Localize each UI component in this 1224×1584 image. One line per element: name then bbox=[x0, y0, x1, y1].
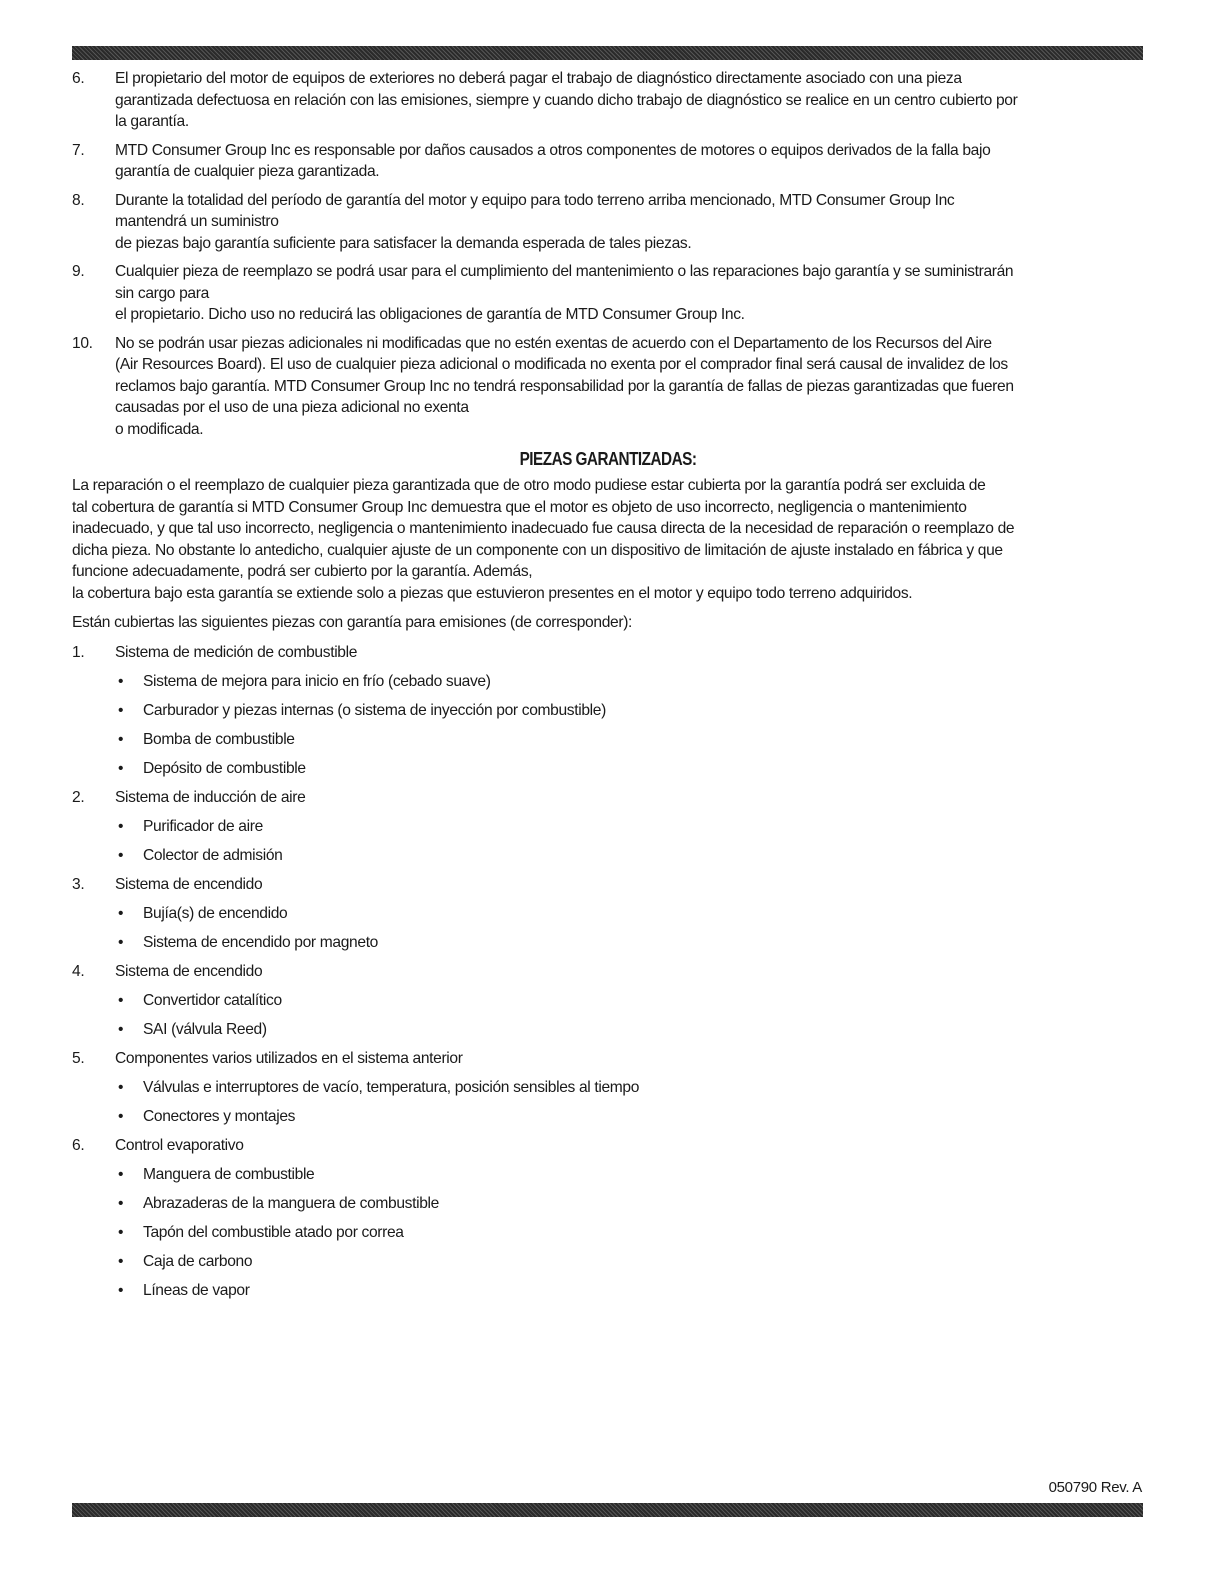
bullet-icon: • bbox=[118, 1020, 124, 1038]
part-name: Válvulas e interruptores de vacío, temperatura, posición sensibles al tiempo bbox=[143, 1078, 640, 1096]
bullet-icon: • bbox=[118, 1223, 124, 1241]
item-text-line: No se podrán usar piezas adicionales ni modificadas que no estén exentas de acuerdo con el Departamento de los Recursos del Aire bbox=[115, 334, 992, 352]
item-text-line: la garantía. bbox=[115, 113, 189, 130]
paragraph-line: dicha pieza. No obstante lo antedicho, cualquier ajuste de un componente con un dispositivo de limitación de ajuste instalado en fábrica y que bbox=[72, 541, 1003, 559]
item-number: 7. bbox=[72, 141, 85, 159]
part-name: Sistema de encendido por magneto bbox=[143, 933, 378, 951]
parts-category bbox=[72, 787, 1144, 808]
item-number: 6. bbox=[72, 70, 85, 87]
bullet-icon: • bbox=[118, 730, 124, 748]
paragraph-line: La reparación o el reemplazo de cualquier pieza garantizada que de otro modo pudiese estar cubierta por la garantía podrá ser excluida de bbox=[72, 477, 986, 494]
bullet-icon: • bbox=[118, 1078, 124, 1096]
part-name: Tapón del combustible atado por correa bbox=[143, 1223, 404, 1241]
item-number: 9. bbox=[72, 263, 85, 280]
part-name: Líneas de vapor bbox=[143, 1281, 250, 1299]
category-number: 2. bbox=[72, 788, 85, 806]
part-name: Convertidor catalítico bbox=[143, 991, 282, 1009]
item-text-line: El propietario del motor de equipos de exteriores no deberá pagar el trabajo de diagnóstico directamente asociado con una pieza bbox=[115, 70, 962, 87]
category-label: Sistema de encendido bbox=[115, 875, 263, 893]
parts-category bbox=[72, 961, 1144, 982]
part-name: Colector de admisión bbox=[143, 846, 283, 864]
parts-category bbox=[72, 642, 1144, 663]
item-text-line: reclamos bajo garantía. MTD Consumer Group Inc no tendrá responsabilidad por la garantía de fallas de piezas garantizadas que fueren bbox=[115, 377, 1014, 395]
document-body bbox=[72, 68, 1144, 1309]
part-name: Manguera de combustible bbox=[143, 1165, 315, 1183]
category-label: Componentes varios utilizados en el sistema anterior bbox=[115, 1049, 463, 1067]
part-list-item bbox=[72, 1019, 1144, 1040]
bullet-icon: • bbox=[118, 817, 124, 835]
part-list-item bbox=[72, 1251, 1144, 1272]
bullet-icon: • bbox=[118, 701, 124, 719]
section-heading: PIEZAS GARANTIZADAS: bbox=[519, 449, 697, 469]
part-list-item bbox=[72, 845, 1144, 866]
part-name: Depósito de combustible bbox=[143, 759, 306, 777]
category-number: 1. bbox=[72, 643, 85, 661]
part-list-item bbox=[72, 1077, 1144, 1098]
paragraph-line: la cobertura bajo esta garantía se extiende solo a piezas que estuvieron presentes en el motor y equipo todo terreno adquiridos. bbox=[72, 584, 913, 602]
part-list-item bbox=[72, 700, 1144, 721]
warranty-item bbox=[72, 140, 1144, 183]
part-name: SAI (válvula Reed) bbox=[143, 1020, 267, 1038]
part-name: Purificador de aire bbox=[143, 817, 263, 835]
item-text-line: garantía de cualquier pieza garantizada. bbox=[115, 163, 380, 180]
item-text-line: Durante la totalidad del período de garantía del motor y equipo para todo terreno arriba mencionado, MTD Consumer Group Inc bbox=[115, 191, 955, 209]
bullet-icon: • bbox=[118, 1165, 124, 1183]
warranty-item bbox=[72, 333, 1144, 441]
part-list-item bbox=[72, 1193, 1144, 1214]
bullet-icon: • bbox=[118, 991, 124, 1009]
part-name: Carburador y piezas internas (o sistema de inyección por combustible) bbox=[143, 701, 606, 719]
item-text-line: causadas por el uso de una pieza adicional no exenta bbox=[115, 399, 469, 416]
bullet-icon: • bbox=[118, 1281, 124, 1299]
parts-category bbox=[72, 1135, 1144, 1156]
category-number: 3. bbox=[72, 875, 85, 893]
part-list-item bbox=[72, 1106, 1144, 1127]
paragraph-line: funcione adecuadamente, podrá ser cubierto por la garantía. Además, bbox=[72, 563, 533, 580]
bullet-icon: • bbox=[118, 846, 124, 864]
item-text-line: garantizada defectuosa en relación con las emisiones, siempre y cuando dicho trabajo de diagnóstico se realice en un centro cubierto por bbox=[115, 91, 1018, 109]
item-text-line: MTD Consumer Group Inc es responsable por daños causados a otros componentes de motores o equipos derivados de la falla bajo bbox=[115, 141, 991, 159]
part-list-item bbox=[72, 903, 1144, 924]
parts-intro: Están cubiertas las siguientes piezas con garantía para emisiones (de corresponder): bbox=[72, 614, 633, 631]
bullet-icon: • bbox=[118, 1252, 124, 1270]
item-text-line: (Air Resources Board). El uso de cualquier pieza adicional o modificada no exenta por el comprador final será causal de invalidez de los bbox=[115, 356, 1008, 373]
bullet-icon: • bbox=[118, 672, 124, 690]
parts-category bbox=[72, 874, 1144, 895]
category-label: Sistema de medición de combustible bbox=[115, 643, 358, 661]
part-list-item bbox=[72, 932, 1144, 953]
part-name: Bomba de combustible bbox=[143, 730, 295, 748]
category-number: 4. bbox=[72, 962, 85, 980]
part-list-item bbox=[72, 1222, 1144, 1243]
category-label: Sistema de encendido bbox=[115, 962, 263, 980]
bullet-icon: • bbox=[118, 933, 124, 951]
bottom-rule bbox=[72, 1503, 1143, 1517]
bullet-icon: • bbox=[118, 759, 124, 777]
paragraph-line: tal cobertura de garantía si MTD Consumer Group Inc demuestra que el motor es objeto de uso incorrecto, negligencia o mantenimiento bbox=[72, 498, 967, 516]
bullet-icon: • bbox=[118, 1194, 124, 1212]
part-name: Sistema de mejora para inicio en frío (cebado suave) bbox=[143, 672, 491, 690]
item-text-line: Cualquier pieza de reemplazo se podrá usar para el cumplimiento del mantenimiento o las reparaciones bajo garantía y se suministrarán bbox=[115, 263, 1014, 280]
covered-parts-list bbox=[72, 642, 1144, 1301]
item-text-line: o modificada. bbox=[115, 420, 204, 438]
warranty-item bbox=[72, 68, 1144, 133]
part-list-item bbox=[72, 1164, 1144, 1185]
bullet-icon: • bbox=[118, 904, 124, 922]
warranty-item bbox=[72, 190, 1144, 255]
warranty-terms-list bbox=[72, 68, 1144, 440]
part-list-item bbox=[72, 758, 1144, 779]
exclusion-paragraph bbox=[72, 475, 1144, 604]
parts-category bbox=[72, 1048, 1144, 1069]
item-text-line: mantendrá un suministro bbox=[115, 213, 279, 230]
category-number: 5. bbox=[72, 1049, 85, 1067]
item-number: 10. bbox=[72, 334, 93, 352]
part-list-item bbox=[72, 1280, 1144, 1301]
category-label: Sistema de inducción de aire bbox=[115, 788, 306, 806]
category-number: 6. bbox=[72, 1136, 85, 1154]
part-list-item bbox=[72, 671, 1144, 692]
top-rule bbox=[72, 46, 1143, 60]
part-name: Conectores y montajes bbox=[143, 1107, 296, 1125]
document-revision: 050790 Rev. A bbox=[1048, 1479, 1142, 1496]
part-list-item bbox=[72, 816, 1144, 837]
part-name: Bujía(s) de encendido bbox=[143, 904, 288, 922]
part-list-item bbox=[72, 729, 1144, 750]
item-text-line: sin cargo para bbox=[115, 284, 209, 302]
part-name: Caja de carbono bbox=[143, 1252, 253, 1270]
part-name: Abrazaderas de la manguera de combustible bbox=[143, 1194, 439, 1212]
part-list-item bbox=[72, 990, 1144, 1011]
item-text-line: el propietario. Dicho uso no reducirá las obligaciones de garantía de MTD Consumer Group Inc. bbox=[115, 306, 745, 323]
item-number: 8. bbox=[72, 191, 85, 209]
bullet-icon: • bbox=[118, 1107, 124, 1125]
item-text-line: de piezas bajo garantía suficiente para satisfacer la demanda esperada de tales piezas. bbox=[115, 234, 692, 252]
warranty-item bbox=[72, 261, 1144, 326]
paragraph-line: inadecuado, y que tal uso incorrecto, negligencia o mantenimiento inadecuado fue causa directa de la necesidad de reparación o reemplazo de bbox=[72, 520, 1015, 537]
category-label: Control evaporativo bbox=[115, 1136, 244, 1154]
